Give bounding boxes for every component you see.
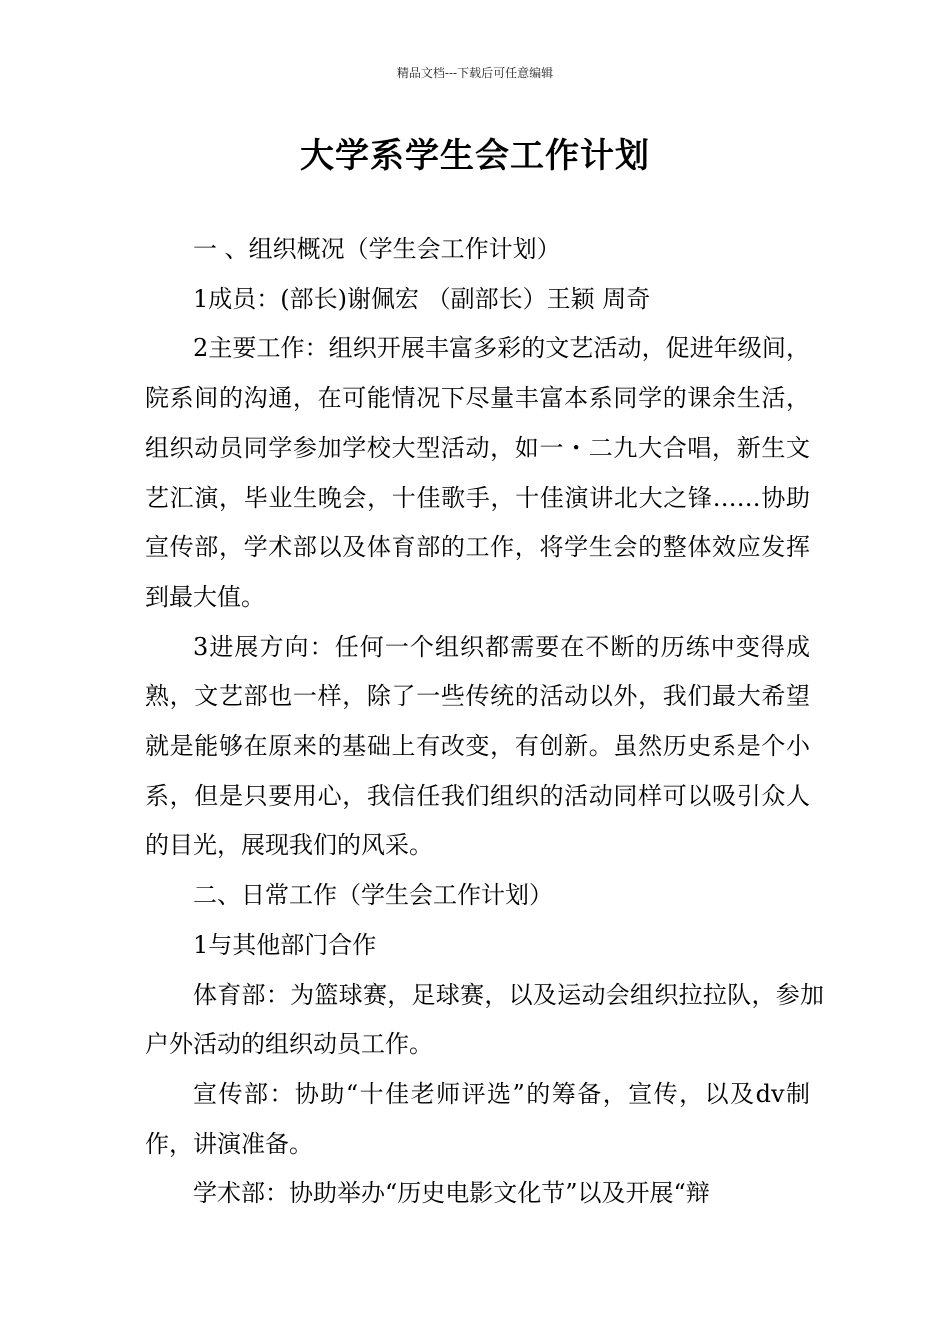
section-heading: 一 、组织概况（学生会工作计划）: [193, 235, 561, 263]
paragraph: 体育部：为篮球赛，足球赛，以及运动会组织拉拉队，参加户外活动的组织动员工作。: [145, 980, 824, 1059]
document-body: [145, 225, 824, 1219]
paragraph: 2主要工作：组织开展丰富多彩的文艺活动，促进年级间，院系间的沟通，在可能情况下尽量丰富本系同学的课余生活，组织动员同学参加学校大型活动，如一・二九大合唱，新生文艺汇演，毕业生晚会，十佳歌手，十佳演讲北大之锋……协助宣传部，学术部以及体育部的工作，将学生会的整体效应发挥到最大值。: [145, 334, 810, 611]
paragraph: 1与其他部门合作: [193, 930, 377, 959]
header-note: 精品文档---下载后可任意编辑: [396, 66, 554, 80]
paragraph: 1成员：(部长)谢佩宏 （副部长）王颖 周奇: [193, 284, 651, 313]
paragraph: 宣传部：协助“十佳老师评选”的筹备，宣传，以及dv制作，讲演准备。: [145, 1079, 810, 1158]
section-heading: 二、日常工作（学生会工作计划）: [193, 881, 553, 910]
document-title: 大学系学生会工作计划: [300, 136, 650, 176]
paragraph: 3进展方向：任何一个组织都需要在不断的历练中变得成熟，文艺部也一样，除了一些传统的活动以外，我们最大希望就是能够在原来的基础上有改变，有创新。虽然历史系是个小系，但是只要用心，我信任我们组织的活动同样可以吸引众人的目光，展现我们的风采。: [145, 632, 810, 860]
paragraph: 学术部：协助举办“历史电影文化节”以及开展“辩: [193, 1179, 710, 1208]
